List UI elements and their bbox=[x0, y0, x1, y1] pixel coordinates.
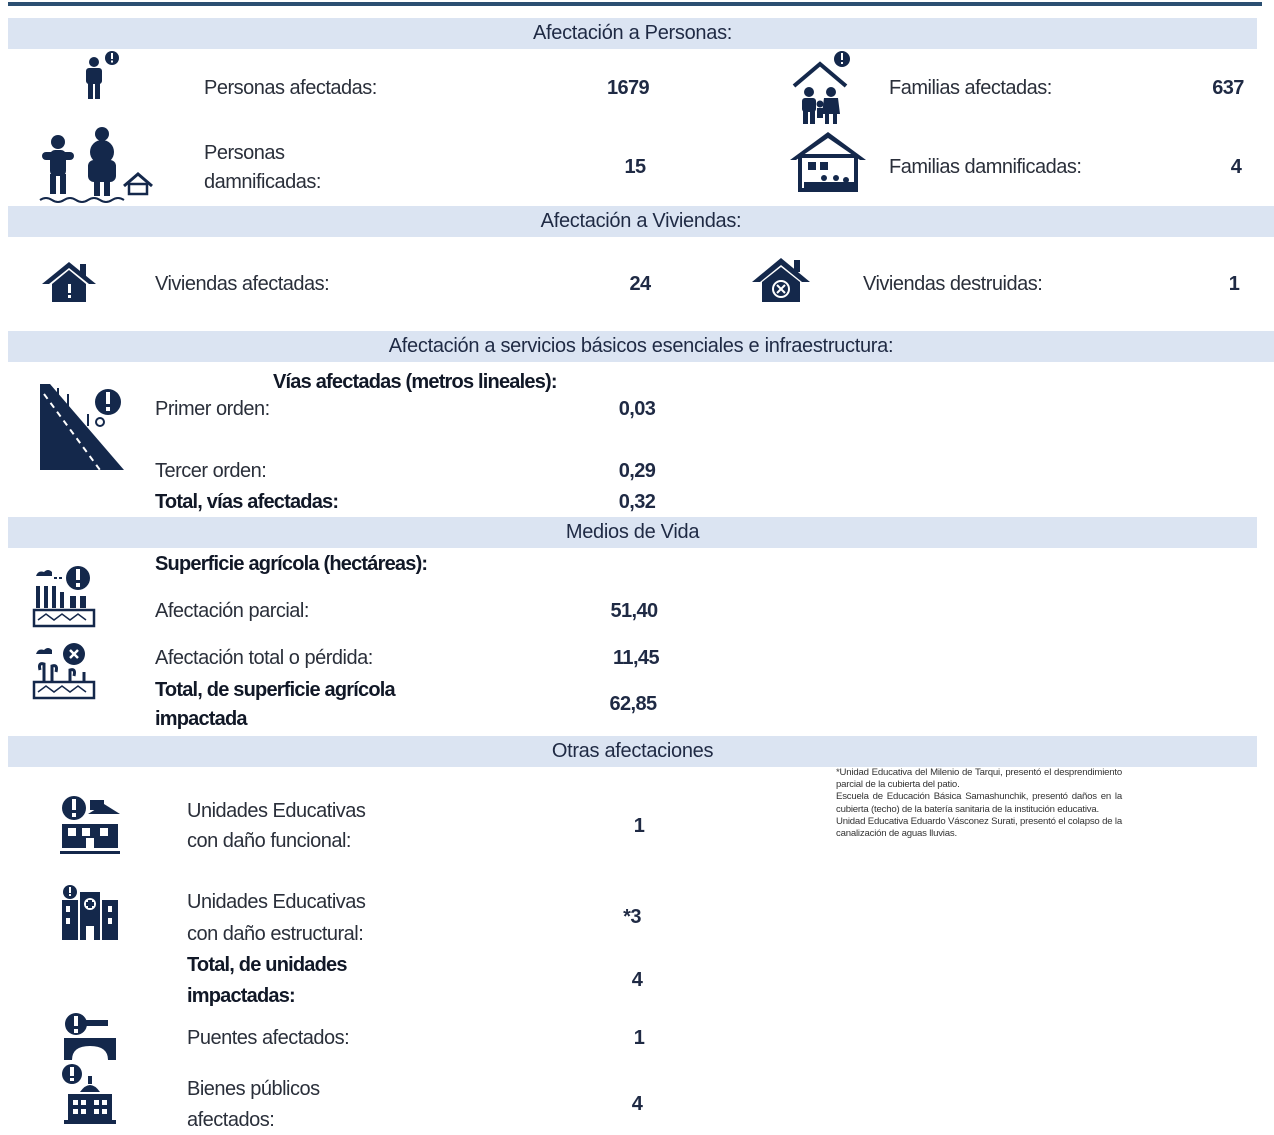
displaced-persons-icon bbox=[38, 126, 162, 204]
bienes-label-1: Bienes públicos bbox=[187, 1078, 320, 1100]
vias-tercer-orden-label: Tercer orden: bbox=[155, 460, 267, 482]
afectacion-total-perdida-value: 11,45 bbox=[613, 647, 659, 669]
afectacion-parcial-value: 51,40 bbox=[610, 600, 658, 622]
section-header-viviendas: Afectación a Viviendas: bbox=[8, 206, 1274, 237]
crops-alert-icon bbox=[30, 562, 98, 642]
familias-damnificadas-value: 4 bbox=[1230, 156, 1242, 178]
section-header-personas: Afectación a Personas: bbox=[8, 18, 1257, 49]
house-destroyed-icon bbox=[750, 256, 812, 304]
viviendas-afectadas-label: Viviendas afectadas: bbox=[155, 273, 330, 295]
vias-tercer-orden-value: 0,29 bbox=[618, 460, 656, 482]
personas-damnificadas-value: 15 bbox=[624, 156, 646, 178]
section-header-servicios: Afectación a servicios básicos esenciales e infraestructura: bbox=[8, 331, 1274, 362]
ue-funcional-label-1: Unidades Educativas bbox=[187, 800, 366, 822]
footnote-p1: *Unidad Educativa del Milenio de Tarqui, presentó el desprendimiento parcial de la cubierta del patio. bbox=[836, 767, 1122, 791]
agricola-title: Superficie agrícola (hectáreas): bbox=[155, 553, 428, 575]
puentes-value: 1 bbox=[633, 1027, 645, 1049]
road-alert-icon bbox=[40, 384, 124, 470]
vias-primer-orden-value: 0,03 bbox=[618, 398, 656, 420]
vias-total-value: 0,32 bbox=[618, 491, 656, 513]
footnote-p3: Unidad Educativa Eduardo Vásconez Surati, presentó el colapso de la canalización de aguas lluvias. bbox=[836, 815, 1122, 840]
school-functional-damage-icon bbox=[60, 794, 122, 856]
afectacion-total-perdida-label: Afectación total o pérdida: bbox=[155, 647, 373, 669]
footnote bbox=[836, 767, 1122, 840]
school-structural-damage-icon bbox=[60, 884, 120, 946]
familias-afectadas-label: Familias afectadas: bbox=[889, 77, 1052, 99]
ue-funcional-value: 1 bbox=[633, 815, 645, 837]
afectacion-parcial-label: Afectación parcial: bbox=[155, 600, 309, 622]
agricola-total-label-2: impactada bbox=[155, 708, 247, 730]
familias-damnificadas-label: Familias damnificadas: bbox=[889, 156, 1082, 178]
vias-primer-orden-label: Primer orden: bbox=[155, 398, 270, 420]
viviendas-afectadas-value: 24 bbox=[629, 273, 651, 295]
ue-estructural-label-2: con daño estructural: bbox=[187, 923, 364, 945]
ue-funcional-label-2: con daño funcional: bbox=[187, 830, 351, 852]
familias-afectadas-value: 637 bbox=[1212, 77, 1244, 99]
section-header-otras: Otras afectaciones bbox=[8, 736, 1257, 767]
bienes-label-2: afectados: bbox=[187, 1109, 275, 1131]
total-ue-value: 4 bbox=[631, 969, 643, 991]
person-alert-icon bbox=[72, 50, 128, 100]
agricola-total-label-1: Total, de superficie agrícola bbox=[155, 679, 395, 701]
viviendas-destruidas-label: Viviendas destruidas: bbox=[863, 273, 1043, 295]
bridge-alert-icon bbox=[62, 1012, 118, 1062]
total-ue-label-2: impactadas: bbox=[187, 985, 295, 1007]
personas-afectadas-label: Personas afectadas: bbox=[204, 77, 377, 99]
puentes-label: Puentes afectados: bbox=[187, 1027, 350, 1049]
house-alert-icon bbox=[40, 260, 98, 304]
ue-estructural-value: *3 bbox=[623, 906, 641, 928]
flooded-house-icon bbox=[786, 128, 870, 194]
footnote-p2: Escuela de Educación Básica Samashunchik, presentó daños en la cubierta (techo) de la batería sanitaria de la institución educativa. bbox=[836, 791, 1122, 815]
section-header-medios: Medios de Vida bbox=[8, 517, 1257, 548]
ue-estructural-label-1: Unidades Educativas bbox=[187, 891, 366, 913]
total-ue-label-1: Total, de unidades bbox=[187, 954, 347, 976]
personas-damnificadas-label-2: damnificadas: bbox=[204, 171, 321, 193]
public-building-alert-icon bbox=[60, 1062, 120, 1126]
agricola-total-value: 62,85 bbox=[609, 693, 657, 715]
personas-afectadas-value: 1679 bbox=[606, 77, 650, 99]
crops-loss-icon bbox=[30, 642, 98, 708]
viviendas-destruidas-value: 1 bbox=[1228, 273, 1240, 295]
family-house-alert-icon bbox=[790, 46, 852, 126]
bienes-value: 4 bbox=[631, 1093, 643, 1115]
top-rule bbox=[8, 2, 1262, 6]
personas-damnificadas-label-1: Personas bbox=[204, 142, 285, 164]
vias-total-label: Total, vías afectadas: bbox=[155, 491, 339, 513]
vias-title: Vías afectadas (metros lineales): bbox=[273, 371, 557, 393]
